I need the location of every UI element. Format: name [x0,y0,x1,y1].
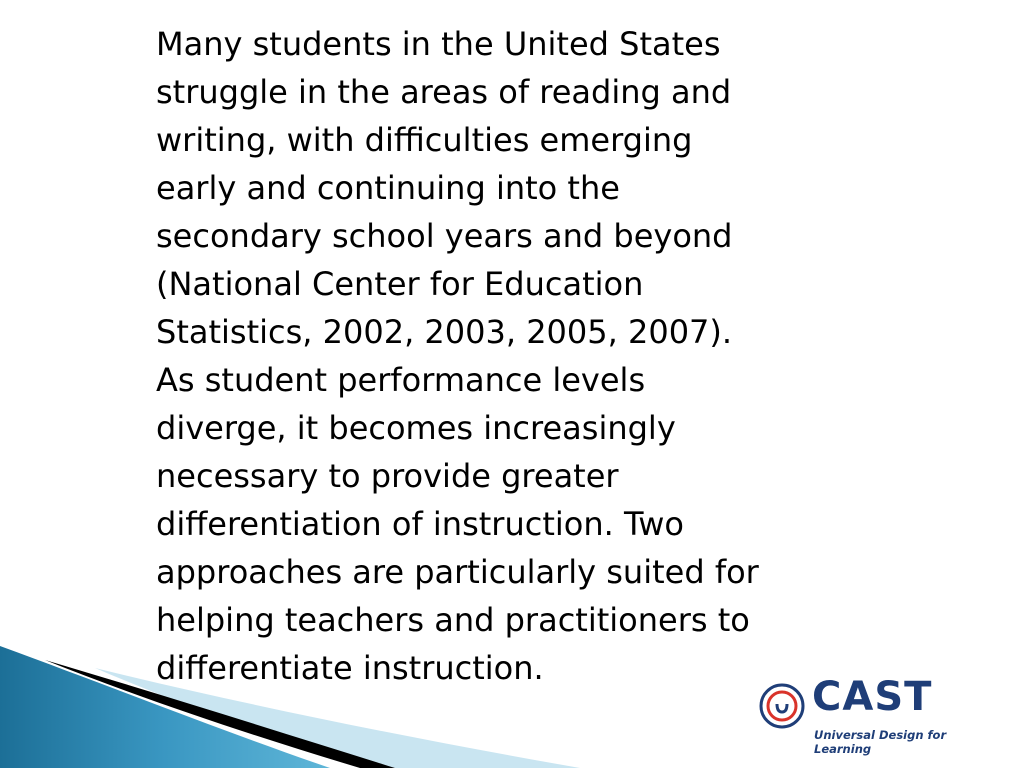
logo-name: CAST [812,674,933,720]
cast-logo-icon [758,682,806,730]
slide-body-text: Many students in the United States struggle in the areas of reading and writing, with difficulties emerging early and continuing into the secondary school years and beyond (National Center for Education Statistics, 2002, 2003, 2005, 2007). As student performance levels diverge, it becomes increasingly necessary to provide greater differentiation of instruction. Two approaches are particularly suited for helping teachers and practitioners to differentiate instruction. [156,25,759,687]
cast-logo [758,674,998,756]
logo-tagline: Universal Design for Learning [814,728,947,756]
